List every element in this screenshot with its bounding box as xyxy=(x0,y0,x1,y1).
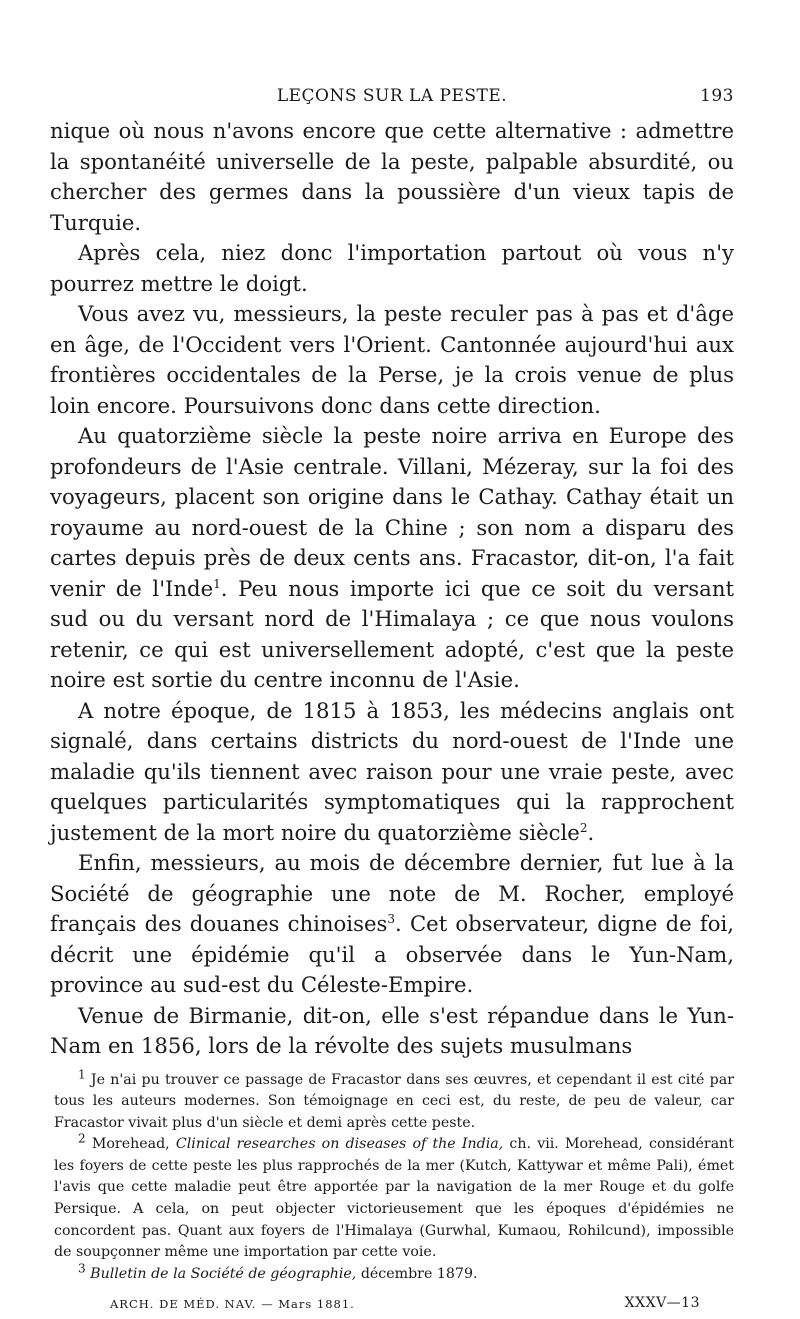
footnote-1 xyxy=(54,1066,734,1135)
footnote-1-text: Je n'ai pu trouver ce passage de Fracastor dans ses œuvres, et cependant il est cité par tous les auteurs modernes. Son témoignage en ceci est, du reste, de peu de valeur, car Fracastor vivait plus d'un siècle et demi après cette peste. xyxy=(54,1071,734,1131)
body-text xyxy=(50,116,734,1062)
paragraph-6-part-2: . Cet observateur, digne de foi, décrit une épidémie qu'il a observée dans le Yun-Nam, province au sud-est du Céleste-Empire. xyxy=(50,911,734,997)
footnote-3 xyxy=(54,1261,734,1286)
journal-signature: ARCH. DE MÉD. NAV. — Mars 1881. xyxy=(110,1297,355,1312)
running-title: LEÇONS SUR LA PESTE. xyxy=(276,86,508,106)
footnote-2-title: Clinical researches on diseases of the India, xyxy=(175,1136,504,1153)
paragraph-6 xyxy=(50,848,734,1001)
page-number: 193 xyxy=(700,86,734,106)
paragraph-1: nique où nous n'avons encore que cette alternative : admettre la spontanéité universelle de la peste, palpable absurdité, ou chercher des germes dans la poussière d'un vieux tapis de Turquie. xyxy=(50,118,734,235)
paragraph-4-part-1: Au quatorzième siècle la peste noire arriva en Europe des profondeurs de l'Asie centrale. Villani, Mézeray, sur la foi des voyageurs, placent son origine dans le Cathay. Cathay était un royaume au nord-ouest de la Chine ; son nom a disparu des cartes depuis près de deux cents ans. Fracastor, dit-on, l'a fait venir de l'Inde xyxy=(50,423,734,601)
paragraph-3: Vous avez vu, messieurs, la peste reculer pas à pas et d'âge en âge, de l'Occident vers l'Orient. Cantonnée aujourd'hui aux frontières occidentales de la Perse, je la crois venue de plus loin encore. Poursuivons donc dans cette direction. xyxy=(50,301,734,418)
footnote-ref-3: 3 xyxy=(387,911,396,926)
footnote-3-title: Bulletin de la Société de géographie, xyxy=(90,1265,357,1282)
paragraph-7: Venue de Birmanie, dit-on, elle s'est répandue dans le Yun-Nam en 1856, lors de la révolte des sujets musulmans xyxy=(50,1002,734,1058)
footnote-ref-1: 1 xyxy=(213,576,221,591)
footnote-2-mark: 2 xyxy=(78,1131,86,1146)
paragraph-4-part-2: . Peu nous importe ici que ce soit du versant sud ou du versant nord de l'Himalaya ; ce que nous voulons retenir, ce qui est universellement adopté, c'est que la peste noire est sortie du centre inconnu de l'Asie. xyxy=(50,575,734,692)
paragraph-5-part-1: A notre époque, de 1815 à 1853, les médecins anglais ont signalé, dans certains districts du nord-ouest de l'Inde une maladie qu'ils tiennent avec raison pour une vraie peste, avec quelques particularités symptomatiques qui la rapprochent justement de la mort noire du quatorzième siècle xyxy=(50,697,734,845)
paragraph-2: Après cela, niez donc l'importation partout où vous n'y pourrez mettre le doigt. xyxy=(50,240,734,296)
footnote-2 xyxy=(54,1131,735,1264)
paragraph-6-part-1: Enfin, messieurs, au mois de décembre dernier, fut lue à la Société de géographie une note de M. Rocher, employé français des douanes chinoises xyxy=(50,850,734,936)
volume-sheet-mark: XXXV—13 xyxy=(624,1295,700,1312)
paragraph-5 xyxy=(50,696,734,849)
page-footer xyxy=(50,1293,734,1319)
footnote-3-mark: 3 xyxy=(78,1261,86,1276)
paragraph-5-part-2: . xyxy=(587,819,595,845)
footnote-2-text: ch. vii. Morehead, considérant les foyers de cette peste les plus rapprochés de la mer (Kutch, Kattywar et même Pali), émet l'avis que cette maladie peut être apportée par la navigation de la mer Rouge et du golfe Persique. A cela, on peut objecter victorieusement que les époques d'épidémies ne concordent pas. Quant aux foyers de l'Himalaya (Gurwhal, Kumaou, Rohilcund), impossible de soupçonner même une importation par cette voie. xyxy=(54,1136,735,1261)
footnotes xyxy=(50,1066,735,1286)
footnote-ref-2: 2 xyxy=(579,820,588,835)
paragraph-4 xyxy=(50,421,734,696)
running-header xyxy=(50,80,734,110)
footnote-1-mark: 1 xyxy=(78,1066,86,1081)
footnote-3-text: décembre 1879. xyxy=(360,1265,478,1282)
footnote-2-author: Morehead, xyxy=(91,1136,170,1153)
page xyxy=(50,80,734,1319)
